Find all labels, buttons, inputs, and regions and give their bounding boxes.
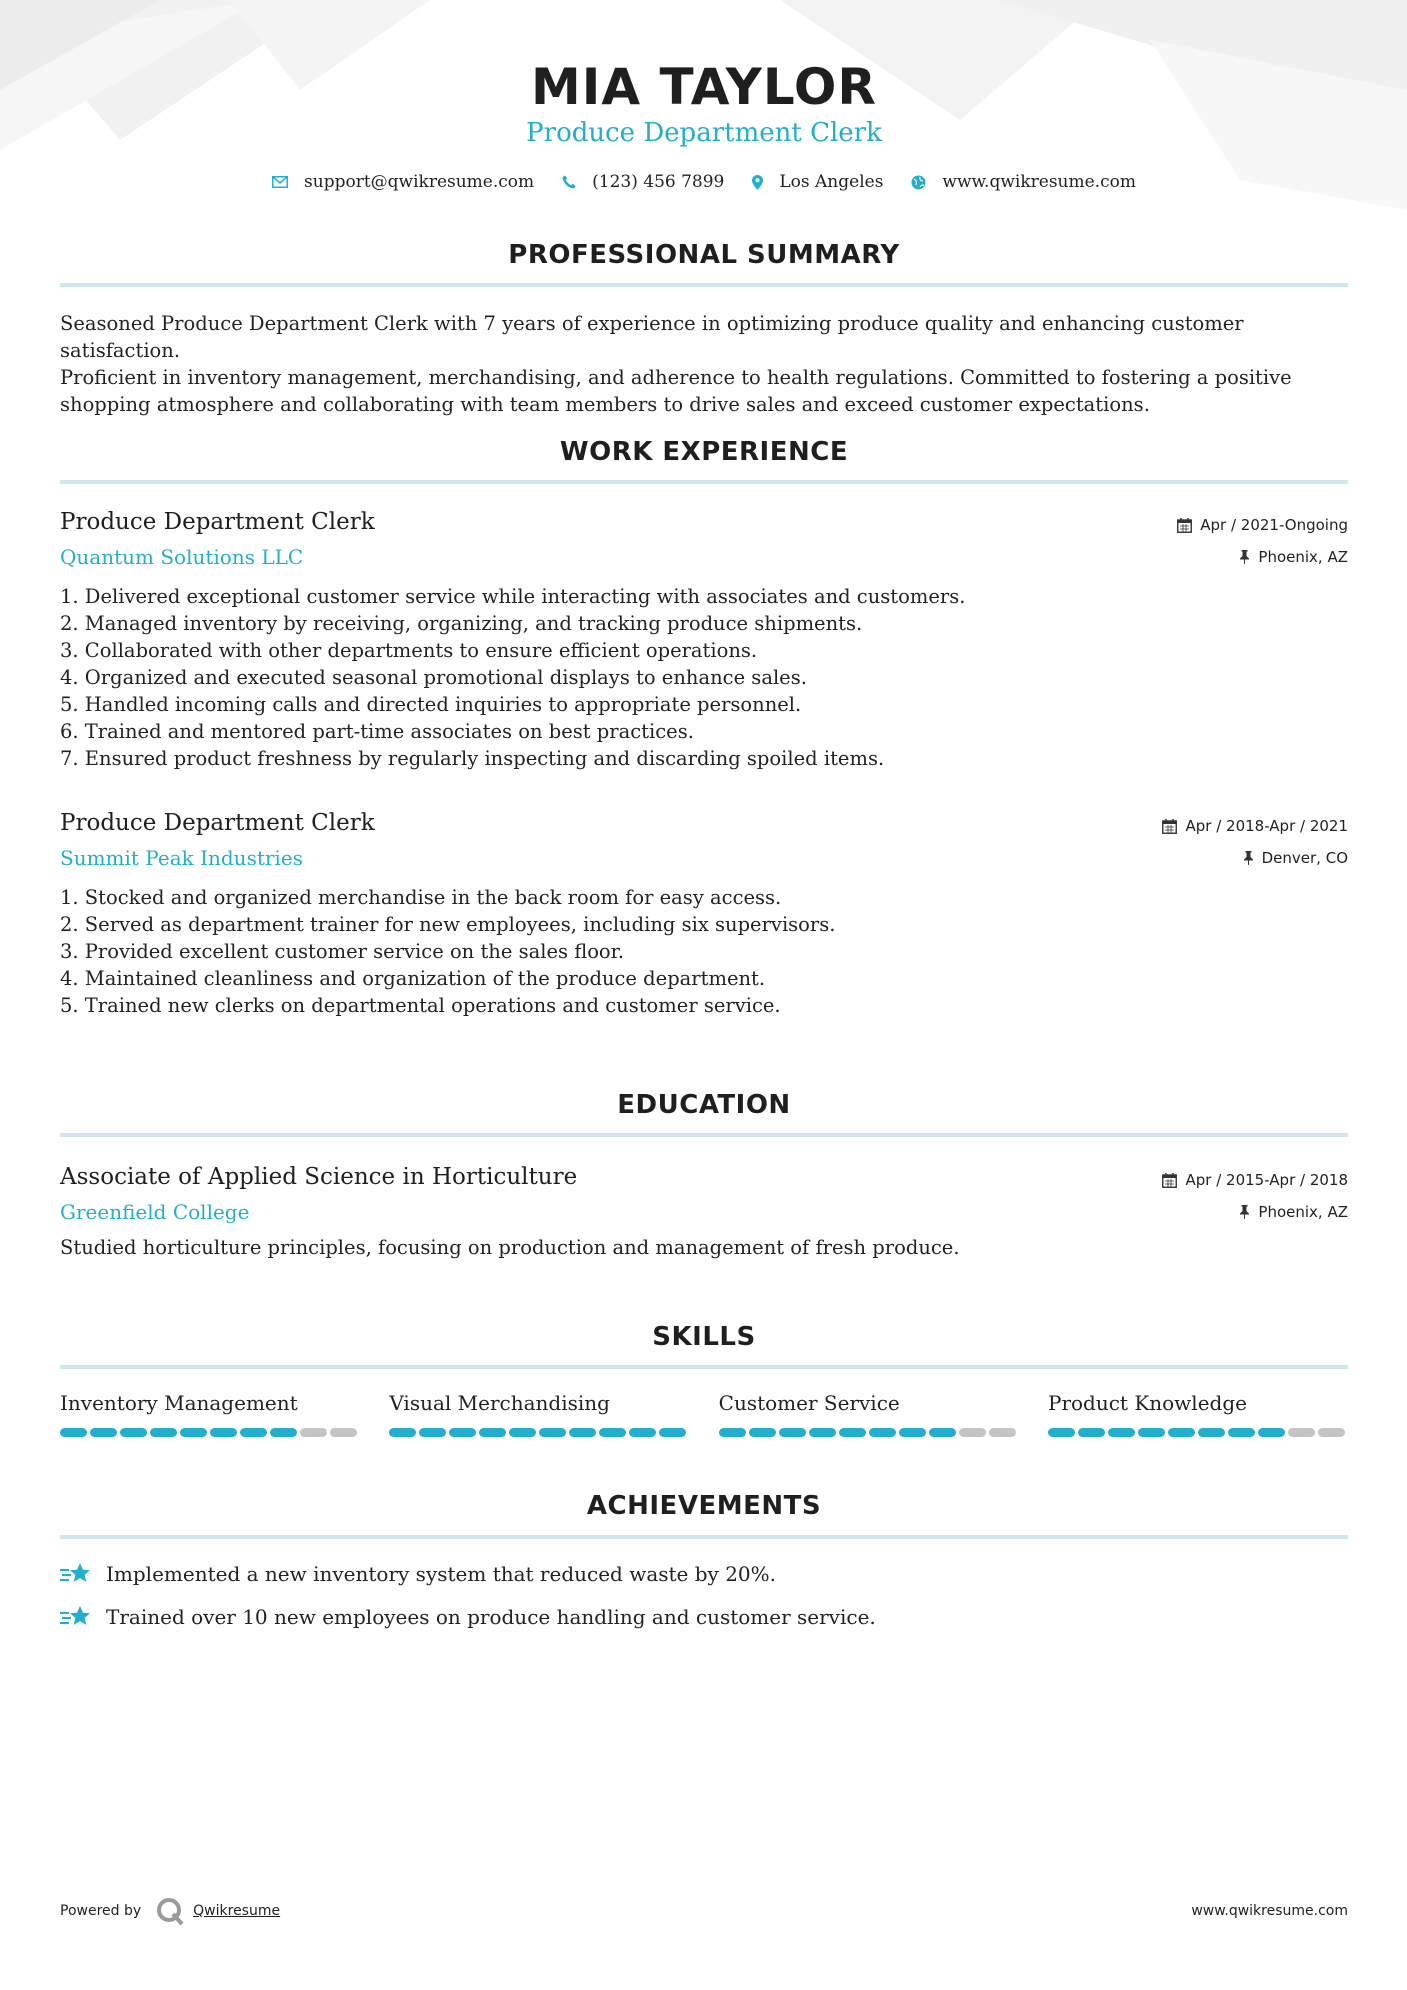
powered-by	[60, 1896, 280, 1926]
skill-item	[60, 1388, 360, 1437]
contact-location	[752, 172, 883, 192]
shooting-star-icon	[60, 1603, 94, 1631]
list-item: 1. Delivered exceptional customer service while interacting with associates and customers.	[60, 585, 966, 608]
skill-dot-empty	[989, 1428, 1016, 1437]
summary-text	[60, 310, 1348, 418]
contact-bar	[60, 172, 1348, 192]
skill-dot-filled	[1168, 1428, 1195, 1437]
summary-line: Proficient in inventory management, merchandising, and adherence to health regulations. Committed to fostering a positive	[60, 366, 1292, 389]
calendar-icon	[1162, 1173, 1177, 1188]
section-title-experience: WORK EXPERIENCE	[559, 437, 849, 467]
job-entry	[60, 505, 1348, 772]
skill-dot-filled	[569, 1428, 596, 1437]
skill-dot-filled	[629, 1428, 656, 1437]
section-title-achievements: ACHIEVEMENTS	[586, 1491, 822, 1521]
qwikresume-link[interactable]: Qwikresume	[193, 1903, 281, 1919]
job-location	[1177, 541, 1348, 573]
job-title: Produce Department Clerk	[60, 509, 375, 535]
candidate-name: MIA TAYLOR	[531, 58, 877, 116]
list-item: 5. Trained new clerks on departmental operations and customer service.	[60, 994, 781, 1017]
list-item: 4. Maintained cleanliness and organization of the produce department.	[60, 967, 766, 990]
map-pin-icon	[752, 175, 763, 190]
job-entry	[60, 806, 1348, 1019]
skill-dot-filled	[719, 1428, 746, 1437]
skill-dot-filled	[1258, 1428, 1285, 1437]
phone-icon	[562, 175, 576, 189]
achievement-text: Trained over 10 new employees on produce handling and customer service.	[106, 1605, 876, 1629]
website-text: www.qwikresume.com	[942, 172, 1136, 192]
contact-email[interactable]	[272, 172, 534, 192]
pushpin-icon	[1239, 1205, 1250, 1219]
skill-dot-empty	[300, 1428, 327, 1437]
skill-dot-empty	[1288, 1428, 1315, 1437]
list-item: 3. Provided excellent customer service on the sales floor.	[60, 940, 625, 963]
pushpin-icon	[1239, 550, 1250, 564]
calendar-icon	[1177, 518, 1192, 533]
job-title: Produce Department Clerk	[60, 810, 375, 836]
skill-dot-filled	[1228, 1428, 1255, 1437]
skill-name: Inventory Management	[60, 1391, 298, 1415]
list-item: 4. Organized and executed seasonal promotional displays to enhance sales.	[60, 666, 807, 689]
skill-level-meter	[1048, 1428, 1348, 1437]
job-dates	[1162, 810, 1348, 842]
section-divider	[60, 480, 1348, 484]
skill-dot-filled	[809, 1428, 836, 1437]
skill-dot-filled	[929, 1428, 956, 1437]
job-bullets	[60, 583, 1348, 772]
qwikresume-logo-icon	[155, 1896, 185, 1926]
skill-dot-filled	[90, 1428, 117, 1437]
skill-dot-filled	[479, 1428, 506, 1437]
candidate-role: Produce Department Clerk	[526, 118, 882, 148]
skill-dot-filled	[509, 1428, 536, 1437]
skill-dot-empty	[330, 1428, 357, 1437]
skill-dot-filled	[1138, 1428, 1165, 1437]
education-location	[1162, 1196, 1348, 1228]
skill-name: Customer Service	[718, 1391, 900, 1415]
section-divider	[60, 1365, 1348, 1369]
job-company[interactable]: Quantum Solutions LLC	[60, 545, 304, 569]
skills-list	[60, 1388, 1348, 1437]
achievement-text: Implemented a new inventory system that reduced waste by 20%.	[106, 1562, 777, 1586]
education-location-text: Phoenix, AZ	[1258, 1203, 1348, 1221]
education-meta	[1162, 1164, 1348, 1228]
skill-dot-filled	[180, 1428, 207, 1437]
section-divider	[60, 283, 1348, 287]
job-dates-text: Apr / 2021-Ongoing	[1200, 516, 1348, 534]
skill-dot-filled	[749, 1428, 776, 1437]
location-text: Los Angeles	[779, 172, 884, 192]
shooting-star-icon	[60, 1560, 94, 1588]
skill-dot-filled	[240, 1428, 267, 1437]
envelope-icon	[272, 176, 288, 188]
skill-dot-filled	[60, 1428, 87, 1437]
skill-name: Visual Merchandising	[389, 1391, 610, 1415]
skill-level-meter	[389, 1428, 689, 1437]
footer	[60, 1896, 1348, 1926]
skill-dot-filled	[419, 1428, 446, 1437]
calendar-icon	[1162, 819, 1177, 834]
skill-dot-filled	[1108, 1428, 1135, 1437]
list-item: 6. Trained and mentored part-time associates on best practices.	[60, 720, 694, 743]
skill-dot-empty	[1318, 1428, 1345, 1437]
summary-line: Seasoned Produce Department Clerk with 7 years of experience in optimizing produce quality and enhancing customer satisfaction.	[60, 312, 1244, 362]
achievement-item	[60, 1603, 1348, 1631]
skill-dot-filled	[869, 1428, 896, 1437]
skill-item	[389, 1388, 689, 1437]
skill-level-meter	[60, 1428, 360, 1437]
job-company[interactable]: Summit Peak Industries	[60, 846, 303, 870]
powered-by-label: Powered by	[60, 1903, 142, 1919]
education-dates-text: Apr / 2015-Apr / 2018	[1185, 1171, 1348, 1189]
skill-dot-filled	[150, 1428, 177, 1437]
skill-dot-filled	[210, 1428, 237, 1437]
skill-dot-filled	[599, 1428, 626, 1437]
job-bullets	[60, 884, 1348, 1019]
footer-website-link[interactable]: www.qwikresume.com	[1191, 1903, 1348, 1919]
contact-website[interactable]	[911, 172, 1136, 192]
email-text: support@qwikresume.com	[304, 172, 535, 192]
list-item: 5. Handled incoming calls and directed inquiries to appropriate personnel.	[60, 693, 802, 716]
skill-dot-filled	[1078, 1428, 1105, 1437]
pushpin-icon	[1243, 851, 1254, 865]
skill-dot-filled	[899, 1428, 926, 1437]
job-dates	[1177, 509, 1348, 541]
skill-dot-empty	[959, 1428, 986, 1437]
education-entry	[60, 1160, 1348, 1261]
contact-phone[interactable]	[562, 172, 724, 192]
job-meta	[1162, 810, 1348, 874]
job-location	[1162, 842, 1348, 874]
section-divider	[60, 1535, 1348, 1539]
section-title-education: EDUCATION	[617, 1090, 791, 1120]
education-dates	[1162, 1164, 1348, 1196]
job-location-text: Phoenix, AZ	[1258, 548, 1348, 566]
list-item: 2. Managed inventory by receiving, organizing, and tracking produce shipments.	[60, 612, 863, 635]
list-item: 1. Stocked and organized merchandise in the back room for easy access.	[60, 886, 782, 909]
list-item: 3. Collaborated with other departments to ensure efficient operations.	[60, 639, 758, 662]
skill-dot-filled	[839, 1428, 866, 1437]
skill-dot-filled	[120, 1428, 147, 1437]
skill-item	[1048, 1388, 1348, 1437]
job-dates-text: Apr / 2018-Apr / 2021	[1185, 817, 1348, 835]
skill-dot-filled	[779, 1428, 806, 1437]
skill-dot-filled	[270, 1428, 297, 1437]
job-meta	[1177, 509, 1348, 573]
skill-level-meter	[719, 1428, 1019, 1437]
education-description: Studied horticulture principles, focusing on production and management of fresh produce.	[60, 1236, 960, 1259]
skill-dot-filled	[389, 1428, 416, 1437]
list-item: 7. Ensured product freshness by regularly inspecting and discarding spoiled items.	[60, 747, 885, 770]
section-divider	[60, 1133, 1348, 1137]
skill-name: Product Knowledge	[1047, 1391, 1247, 1415]
degree-title: Associate of Applied Science in Horticulture	[60, 1164, 578, 1190]
achievement-item	[60, 1560, 1348, 1588]
skill-dot-filled	[539, 1428, 566, 1437]
globe-icon	[911, 175, 926, 190]
job-location-text: Denver, CO	[1261, 849, 1348, 867]
skill-dot-filled	[1198, 1428, 1225, 1437]
list-item: 2. Served as department trainer for new employees, including six supervisors.	[60, 913, 836, 936]
skill-dot-filled	[659, 1428, 686, 1437]
skill-dot-filled	[1048, 1428, 1075, 1437]
phone-text: (123) 456 7899	[592, 172, 725, 192]
section-title-summary: PROFESSIONAL SUMMARY	[508, 240, 900, 270]
skill-item	[719, 1388, 1019, 1437]
skill-dot-filled	[449, 1428, 476, 1437]
section-title-skills: SKILLS	[652, 1322, 756, 1352]
summary-line: shopping atmosphere and collaborating with team members to drive sales and exceed customer expectations.	[60, 393, 1150, 416]
school-name[interactable]: Greenfield College	[60, 1200, 250, 1224]
